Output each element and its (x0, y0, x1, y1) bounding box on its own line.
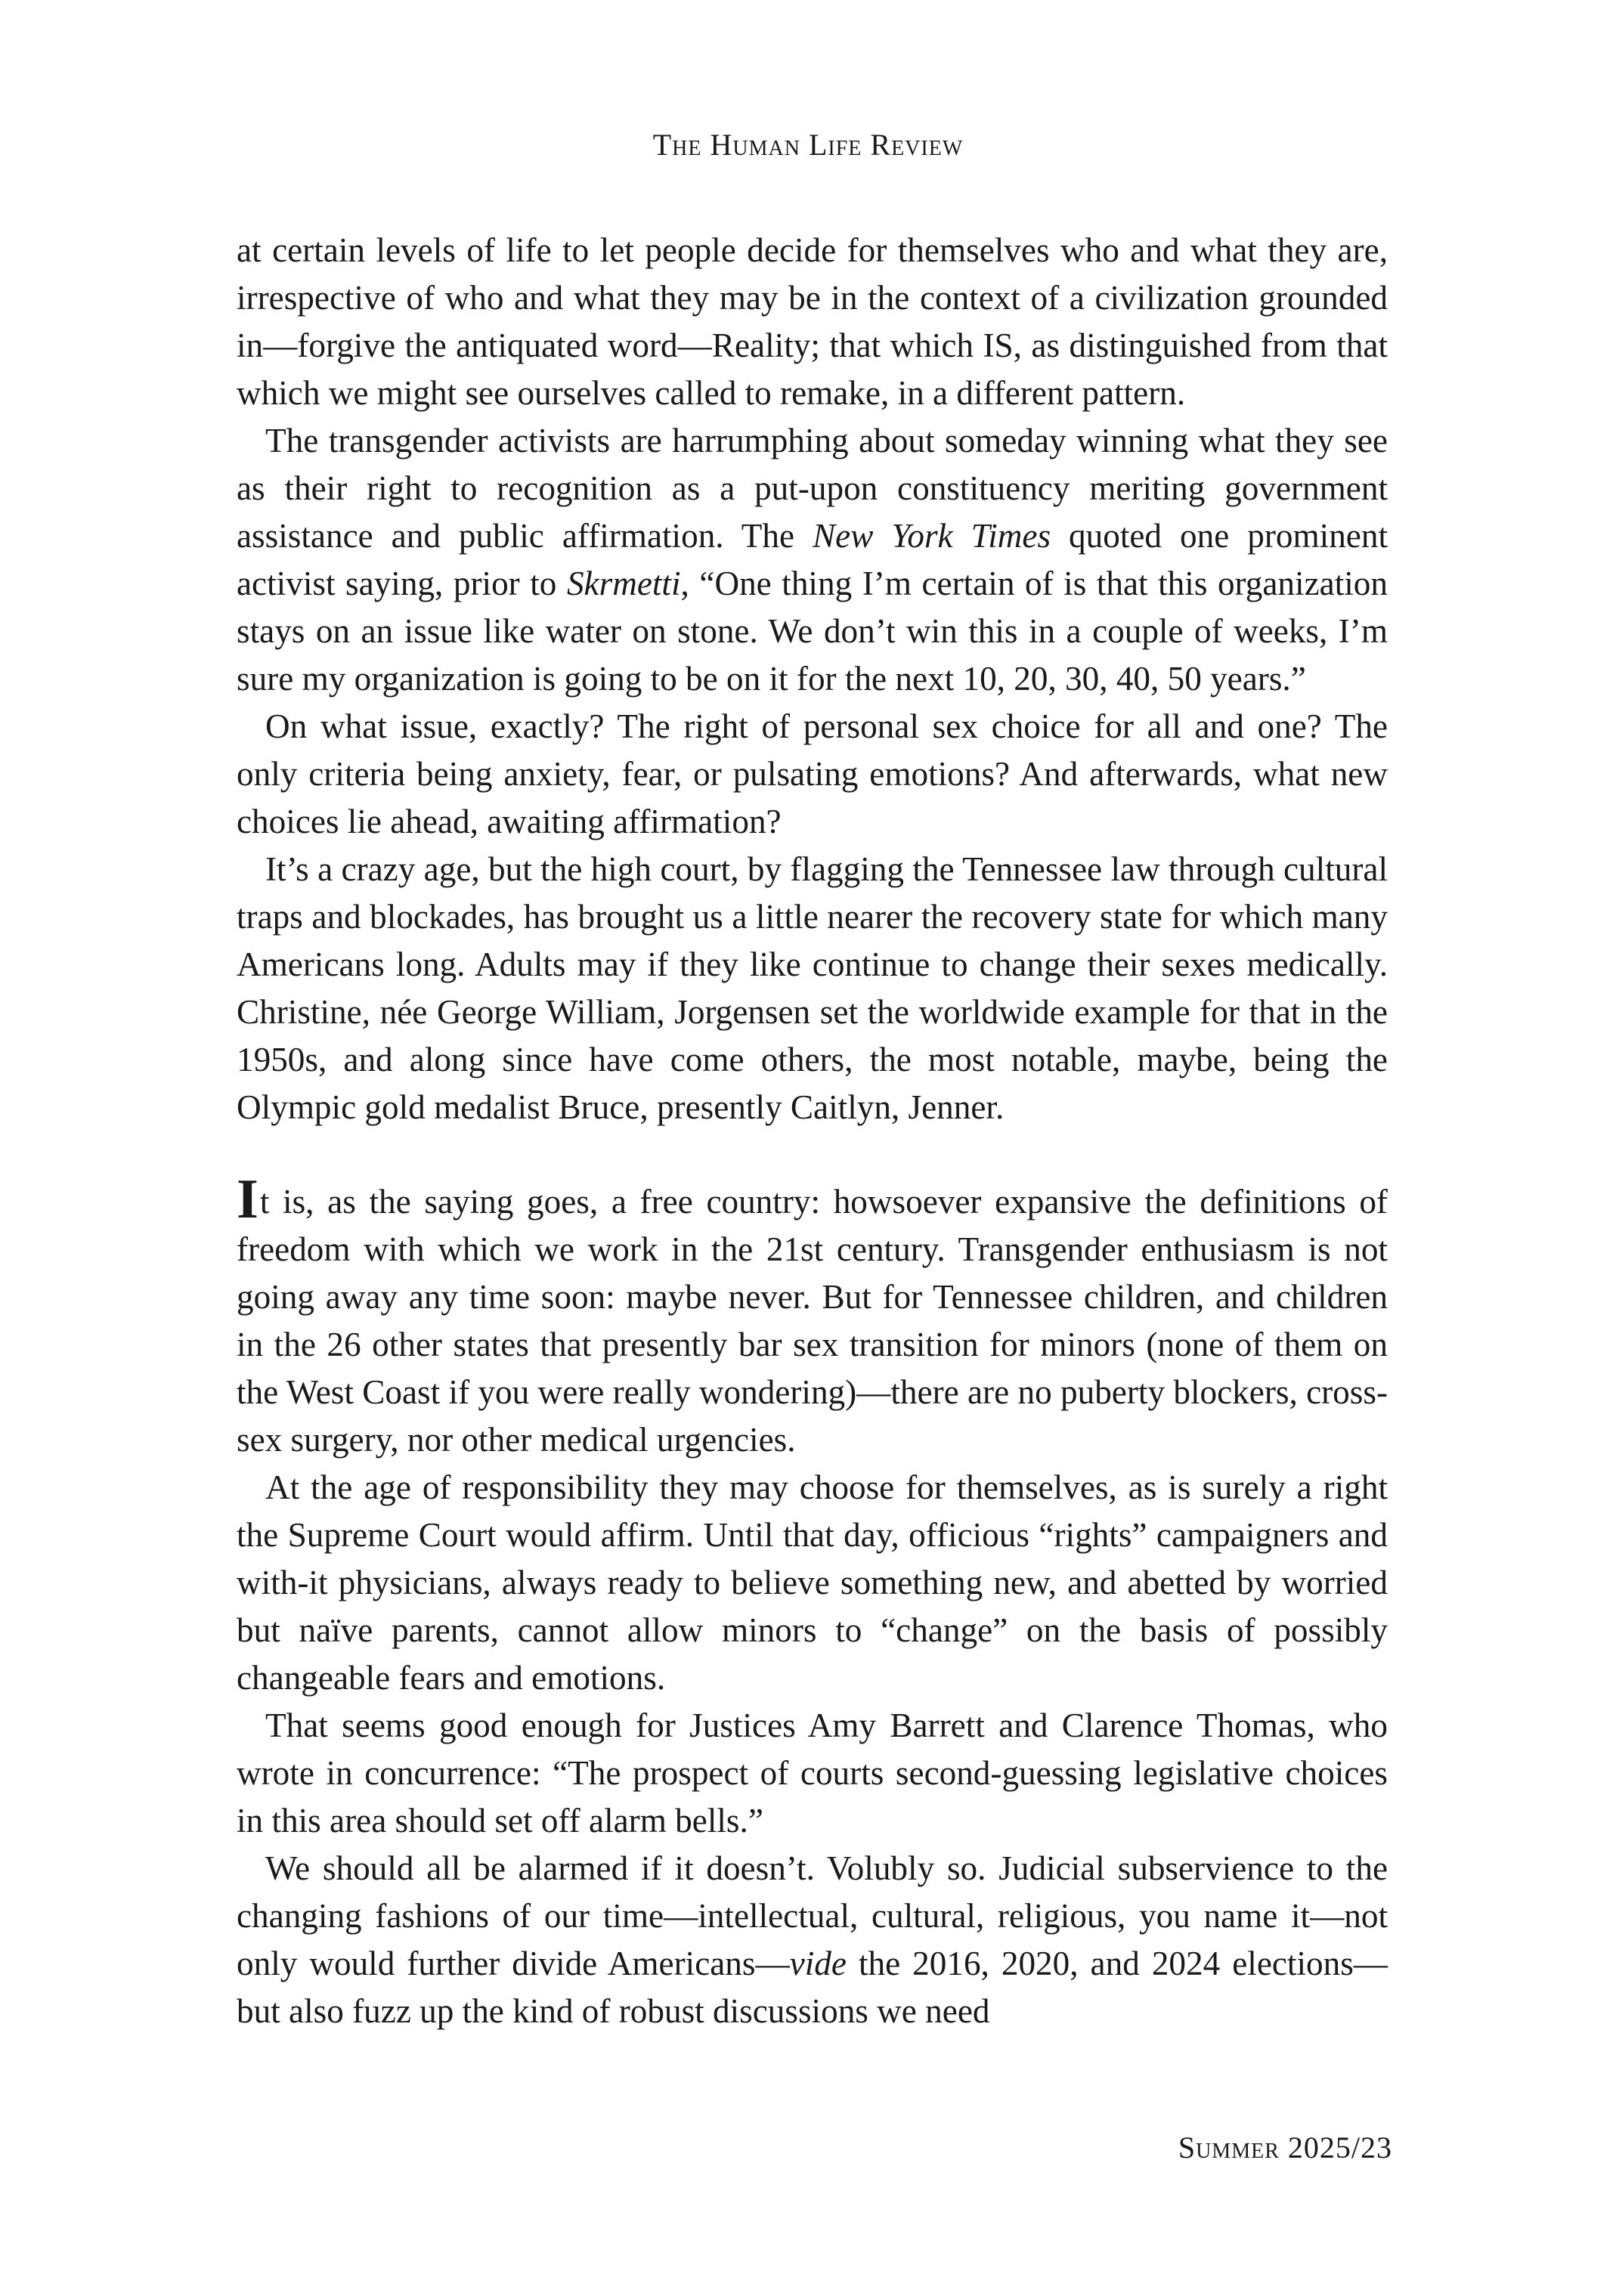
paragraph-7: That seems good enough for Justices Amy Barrett and Clarence Thomas, who wrote in concurrence: “The prospect of courts second-guessing legislative choices in this area should set off alarm bells.” (237, 1707, 1388, 1840)
article-body (237, 227, 1388, 2035)
paragraph-2 (237, 417, 1388, 703)
paragraph-6: At the age of responsibility they may choose for themselves, as is surely a right the Supreme Court would affirm. Until that day, officious “rights” campaigners and with-it physicians, always ready to believe something new, and abetted by worried but naïve parents, cannot allow minors to “change” on the basis of possibly changeable fears and emotions. (237, 1468, 1388, 1697)
paragraph-5 (237, 1168, 1388, 1464)
paragraph-8-text-a: We should all be alarmed if it doesn’t. Volubly so. Judicial subservience to the changing fashions of our time—intellectual, cultural, religious, you name it—not only would further divide Americans— (237, 1849, 1388, 1982)
paragraph-2-text-e: , “One thing I’m certain of is that this organization stays on an issue like water on stone. We don’t win this in a couple of weeks, I’m sure my organization is going to be on it for the next 10, 20, 30, 40, 50 years.” (237, 565, 1388, 698)
page-folio: Summer 2025/23 (1178, 2130, 1392, 2164)
paragraph-8-text-c: the 2016, 2020, and 2024 elections—but also fuzz up the kind of robust discussions we need (237, 1945, 1388, 2030)
paragraph-8 (237, 1845, 1388, 2035)
paragraph-2-text-a: The transgender activists are harrumphing about someday winning what they see as their right to recognition as a put-upon constituency meriting government assistance and public affirmation. The (237, 422, 1388, 555)
running-head: The Human Life Review (652, 128, 964, 162)
paragraph-2-italic-skrmetti: Skrmetti (566, 565, 681, 602)
paragraph-3: On what issue, exactly? The right of personal sex choice for all and one? The only criteria being anxiety, fear, or pulsating emotions? And afterwards, what new choices lie ahead, awaiting affirmation? (237, 707, 1388, 840)
drop-cap: I (237, 1168, 258, 1230)
paragraph-2-italic-nyt: New York Times (813, 517, 1051, 555)
paragraph-4: It’s a crazy age, but the high court, by flagging the Tennessee law through cultural traps and blockades, has brought us a little nearer the recovery state for which many Americans long. Adults may if they like continue to change their sexes medically. Christine, née George William, Jorgensen set the worldwide example for that in the 1950s, and along since have come others, the most notable, maybe, being the Olympic gold medalist Bruce, presently Caitlyn, Jenner. (237, 850, 1388, 1126)
paragraph-1: at certain levels of life to let people decide for themselves who and what they are, irrespective of who and what they may be in the context of a civilization grounded in—forgive the antiquated word—Reality; that which IS, as distinguished from that which we might see ourselves called to remake, in a different pattern. (237, 231, 1388, 412)
paragraph-2-text-c: quoted one prominent activist saying, prior to (237, 517, 1388, 602)
paragraph-8-italic-vide: vide (789, 1945, 847, 1982)
paragraph-5-text: t is, as the saying goes, a free country: howsoever expansive the definitions of freedom with which we work in the 21st century. Transgender enthusiasm is not going away any time soon: maybe never. But for Tennessee children, and children in the 26 other states that presently bar sex transition for minors (none of them on the West Coast if you were really wondering)—there are no puberty blockers, cross-sex surgery, nor other medical urgencies. (237, 1183, 1388, 1459)
